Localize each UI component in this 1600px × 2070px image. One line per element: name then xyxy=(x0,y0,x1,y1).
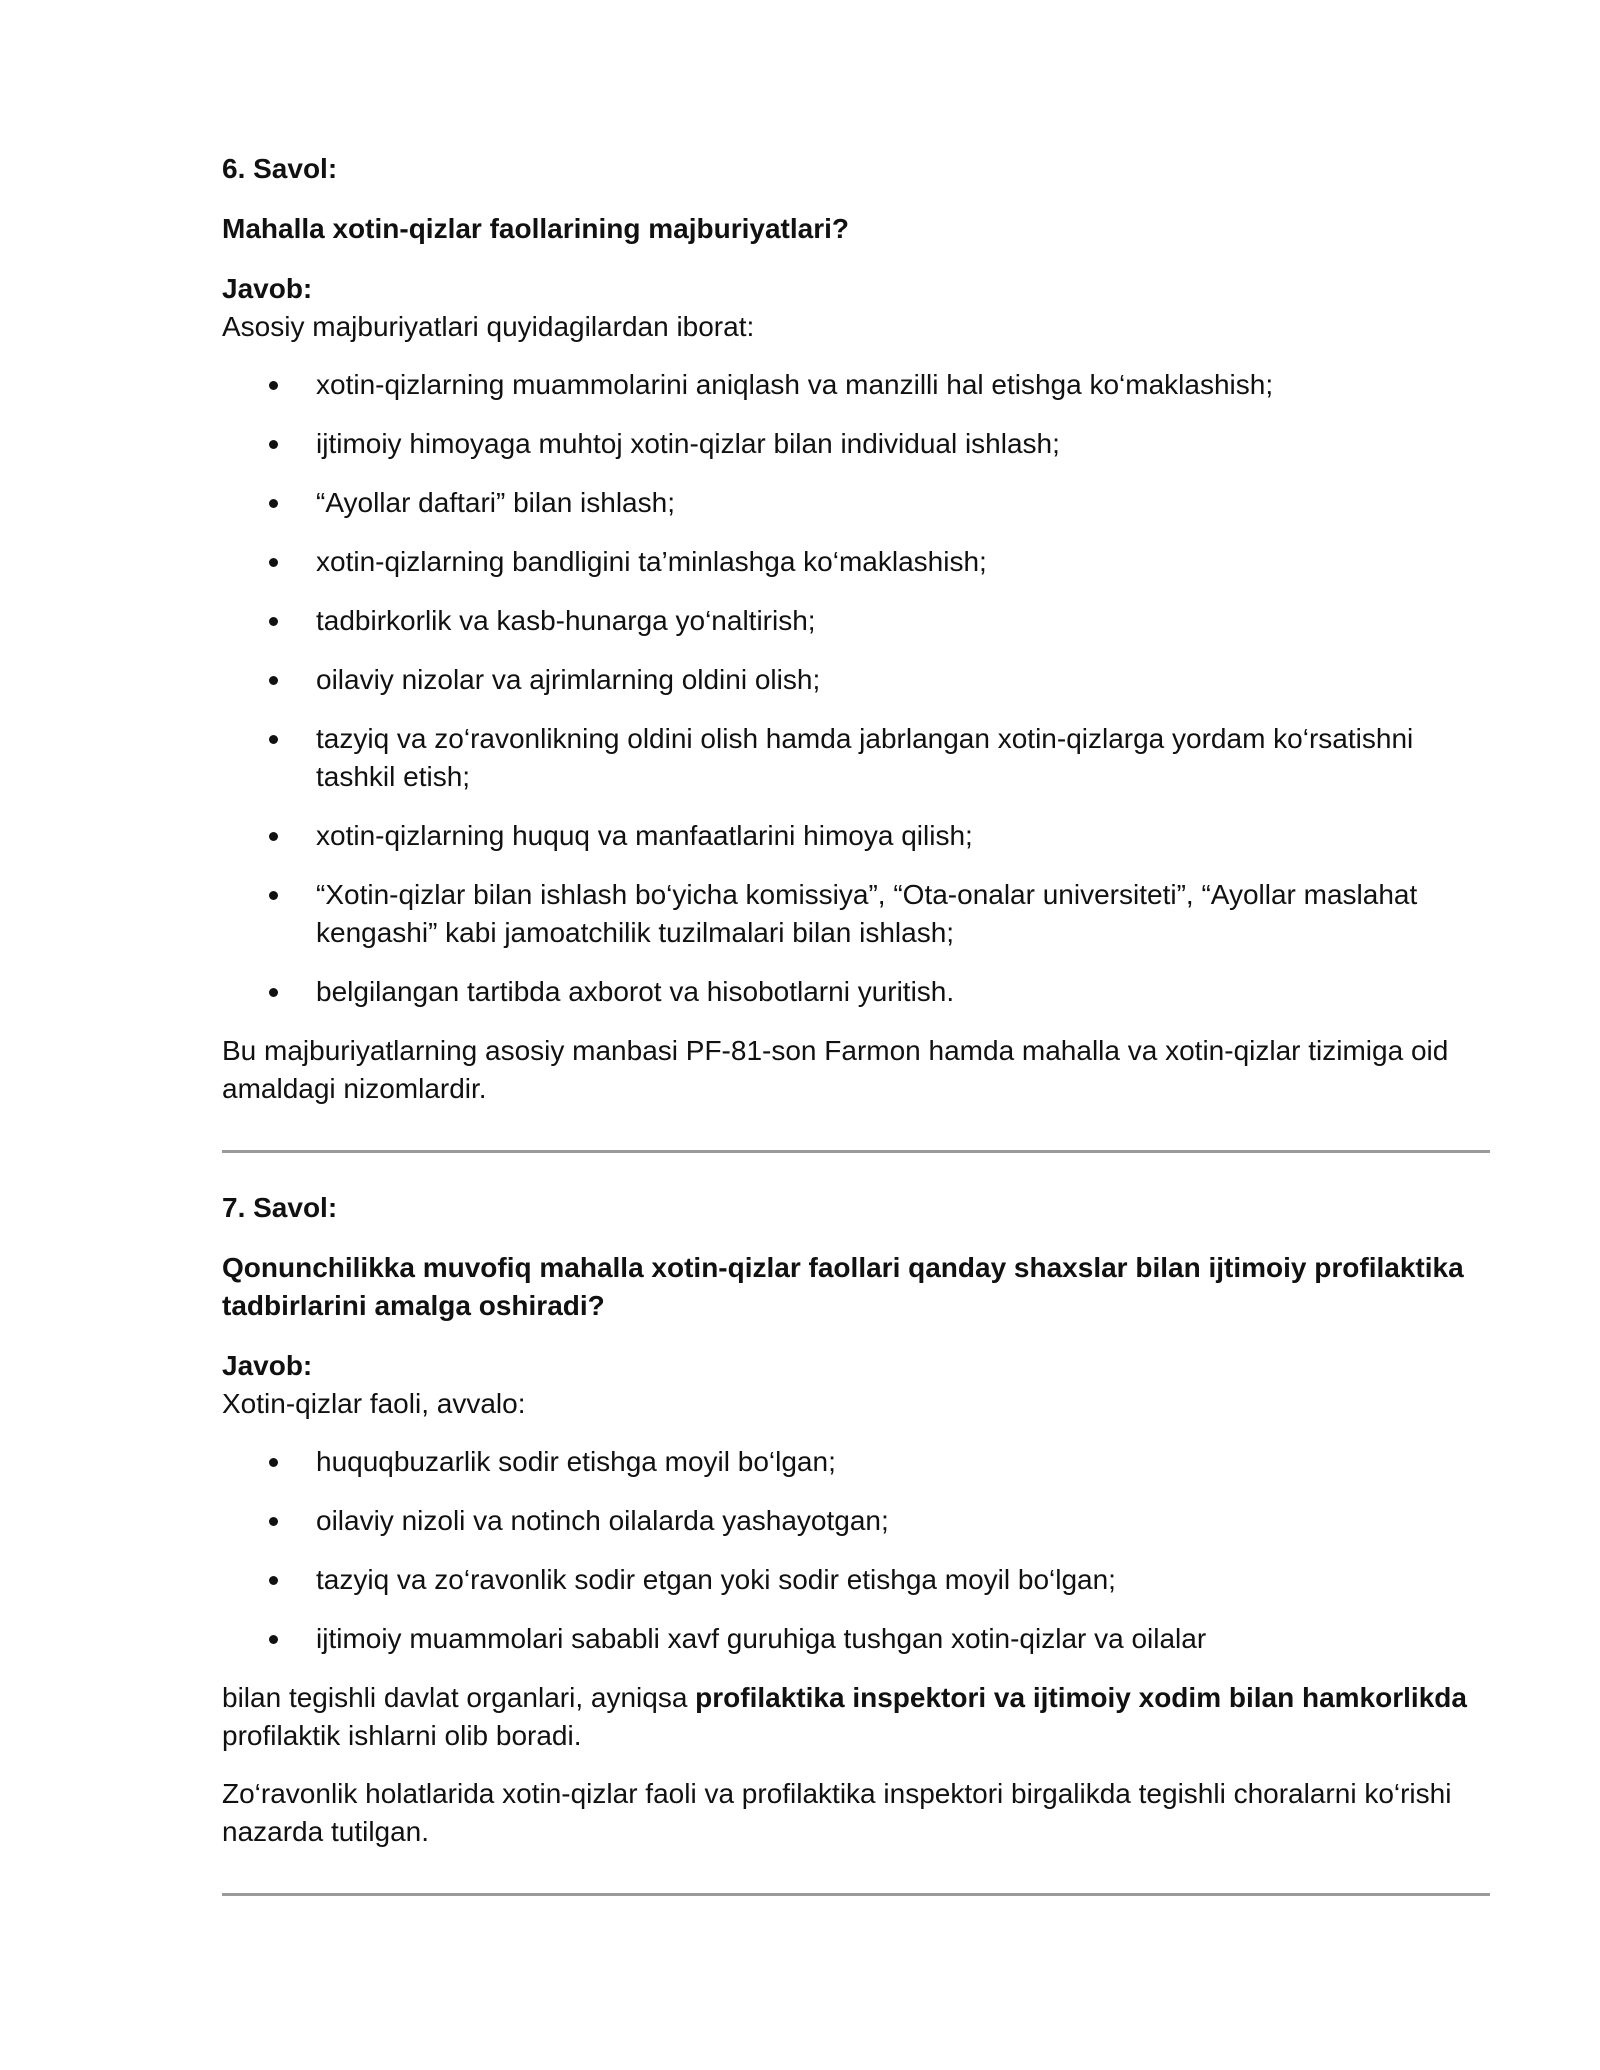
list-item xyxy=(222,425,1490,463)
bullet-icon xyxy=(269,1517,278,1526)
answer-label: Javob: xyxy=(222,1350,313,1381)
bullet-icon xyxy=(269,735,278,744)
bullet-icon xyxy=(269,1635,278,1644)
list-item xyxy=(222,1620,1490,1658)
bullet-icon xyxy=(269,499,278,508)
list-item-text: oilaviy nizolar va ajrimlarning oldini olish; xyxy=(316,664,821,695)
list-item-text: “Ayollar daftari” bilan ishlash; xyxy=(316,487,675,518)
list-item xyxy=(222,543,1490,581)
list-item-text: xotin-qizlarning huquq va manfaatlarini himoya qilish; xyxy=(316,820,973,851)
list-item-text: ijtimoiy muammolari sababli xavf guruhiga tushgan xotin-qizlar va oilalar xyxy=(316,1623,1207,1654)
answer-intro: Xotin-qizlar faoli, avvalo: xyxy=(222,1388,526,1419)
list-item xyxy=(222,1561,1490,1599)
list-item-text: belgilangan tartibda axborot va hisobotlarni yuritish. xyxy=(316,976,955,1007)
section-divider xyxy=(222,1893,1490,1896)
bullet-icon xyxy=(269,988,278,997)
list-item-text: xotin-qizlarning bandligini ta’minlashga ko‘maklashish; xyxy=(316,546,987,577)
bullet-icon xyxy=(269,558,278,567)
list-item-text: tazyiq va zo‘ravonlik sodir etgan yoki sodir etishga moyil bo‘lgan; xyxy=(316,1564,1116,1595)
list-item xyxy=(222,1443,1490,1481)
list-item xyxy=(222,973,1490,1011)
list-item-text: ijtimoiy himoyaga muhtoj xotin-qizlar bilan individual ishlash; xyxy=(316,428,1060,459)
closing-text-end: profilaktik ishlarni olib boradi. xyxy=(222,1720,582,1751)
list-item xyxy=(222,366,1490,404)
list-item-text: tadbirkorlik va kasb-hunarga yo‘naltirish; xyxy=(316,605,816,636)
bullet-icon xyxy=(269,440,278,449)
bullet-icon xyxy=(269,891,278,900)
list-item-text: tazyiq va zo‘ravonlikning oldini olish hamda jabrlangan xotin-qizlarga yordam ko‘rsatishni tashkil etish; xyxy=(316,723,1414,792)
question-number: 7. Savol: xyxy=(222,1192,338,1223)
list-item-text: huquqbuzarlik sodir etishga moyil bo‘lgan; xyxy=(316,1446,836,1477)
bullet-icon xyxy=(269,617,278,626)
answer-label: Javob: xyxy=(222,273,313,304)
closing-text-start: bilan tegishli davlat organlari, ayniqsa xyxy=(222,1682,696,1713)
list-item xyxy=(222,602,1490,640)
question-title: Mahalla xotin-qizlar faollarining majburiyatlari? xyxy=(222,213,850,244)
bullet-icon xyxy=(269,832,278,841)
bullet-icon xyxy=(269,381,278,390)
answer-intro: Asosiy majburiyatlari quyidagilardan iborat: xyxy=(222,311,755,342)
bullet-icon xyxy=(269,1458,278,1467)
section-divider xyxy=(222,1150,1490,1153)
closing-text-bold: profilaktika inspektori va ijtimoiy xodim bilan hamkorlikda xyxy=(695,1682,1467,1713)
list-item-text: xotin-qizlarning muammolarini aniqlash va manzilli hal etishga ko‘maklashish; xyxy=(316,369,1274,400)
bullet-icon xyxy=(269,676,278,685)
duties-list xyxy=(222,366,1490,1011)
list-item xyxy=(222,817,1490,855)
target-groups-list xyxy=(222,1443,1490,1658)
answer-closing: Bu majburiyatlarning asosiy manbasi PF-81-son Farmon hamda mahalla va xotin-qizlar tizimiga oid amaldagi nizomlardir. xyxy=(222,1035,1449,1104)
question-section-6 xyxy=(222,150,1490,1108)
answer-note: Zo‘ravonlik holatlarida xotin-qizlar faoli va profilaktika inspektori birgalikda tegishli choralarni ko‘rishi nazarda tutilgan. xyxy=(222,1778,1452,1847)
list-item xyxy=(222,876,1490,952)
question-section-7 xyxy=(222,1189,1490,1851)
document-page xyxy=(222,150,1490,1932)
list-item-text: oilaviy nizoli va notinch oilalarda yashayotgan; xyxy=(316,1505,889,1536)
answer-closing xyxy=(222,1679,1490,1755)
question-title: Qonunchilikka muvofiq mahalla xotin-qizlar faollari qanday shaxslar bilan ijtimoiy profilaktika tadbirlarini amalga oshiradi? xyxy=(222,1252,1464,1321)
list-item xyxy=(222,1502,1490,1540)
list-item-text: “Xotin-qizlar bilan ishlash bo‘yicha komissiya”, “Ota-onalar universiteti”, “Ayollar maslahat kengashi” kabi jamoatchilik tuzilmalari bilan ishlash; xyxy=(316,879,1418,948)
list-item xyxy=(222,720,1490,796)
bullet-icon xyxy=(269,1576,278,1585)
list-item xyxy=(222,661,1490,699)
question-number: 6. Savol: xyxy=(222,153,338,184)
list-item xyxy=(222,484,1490,522)
